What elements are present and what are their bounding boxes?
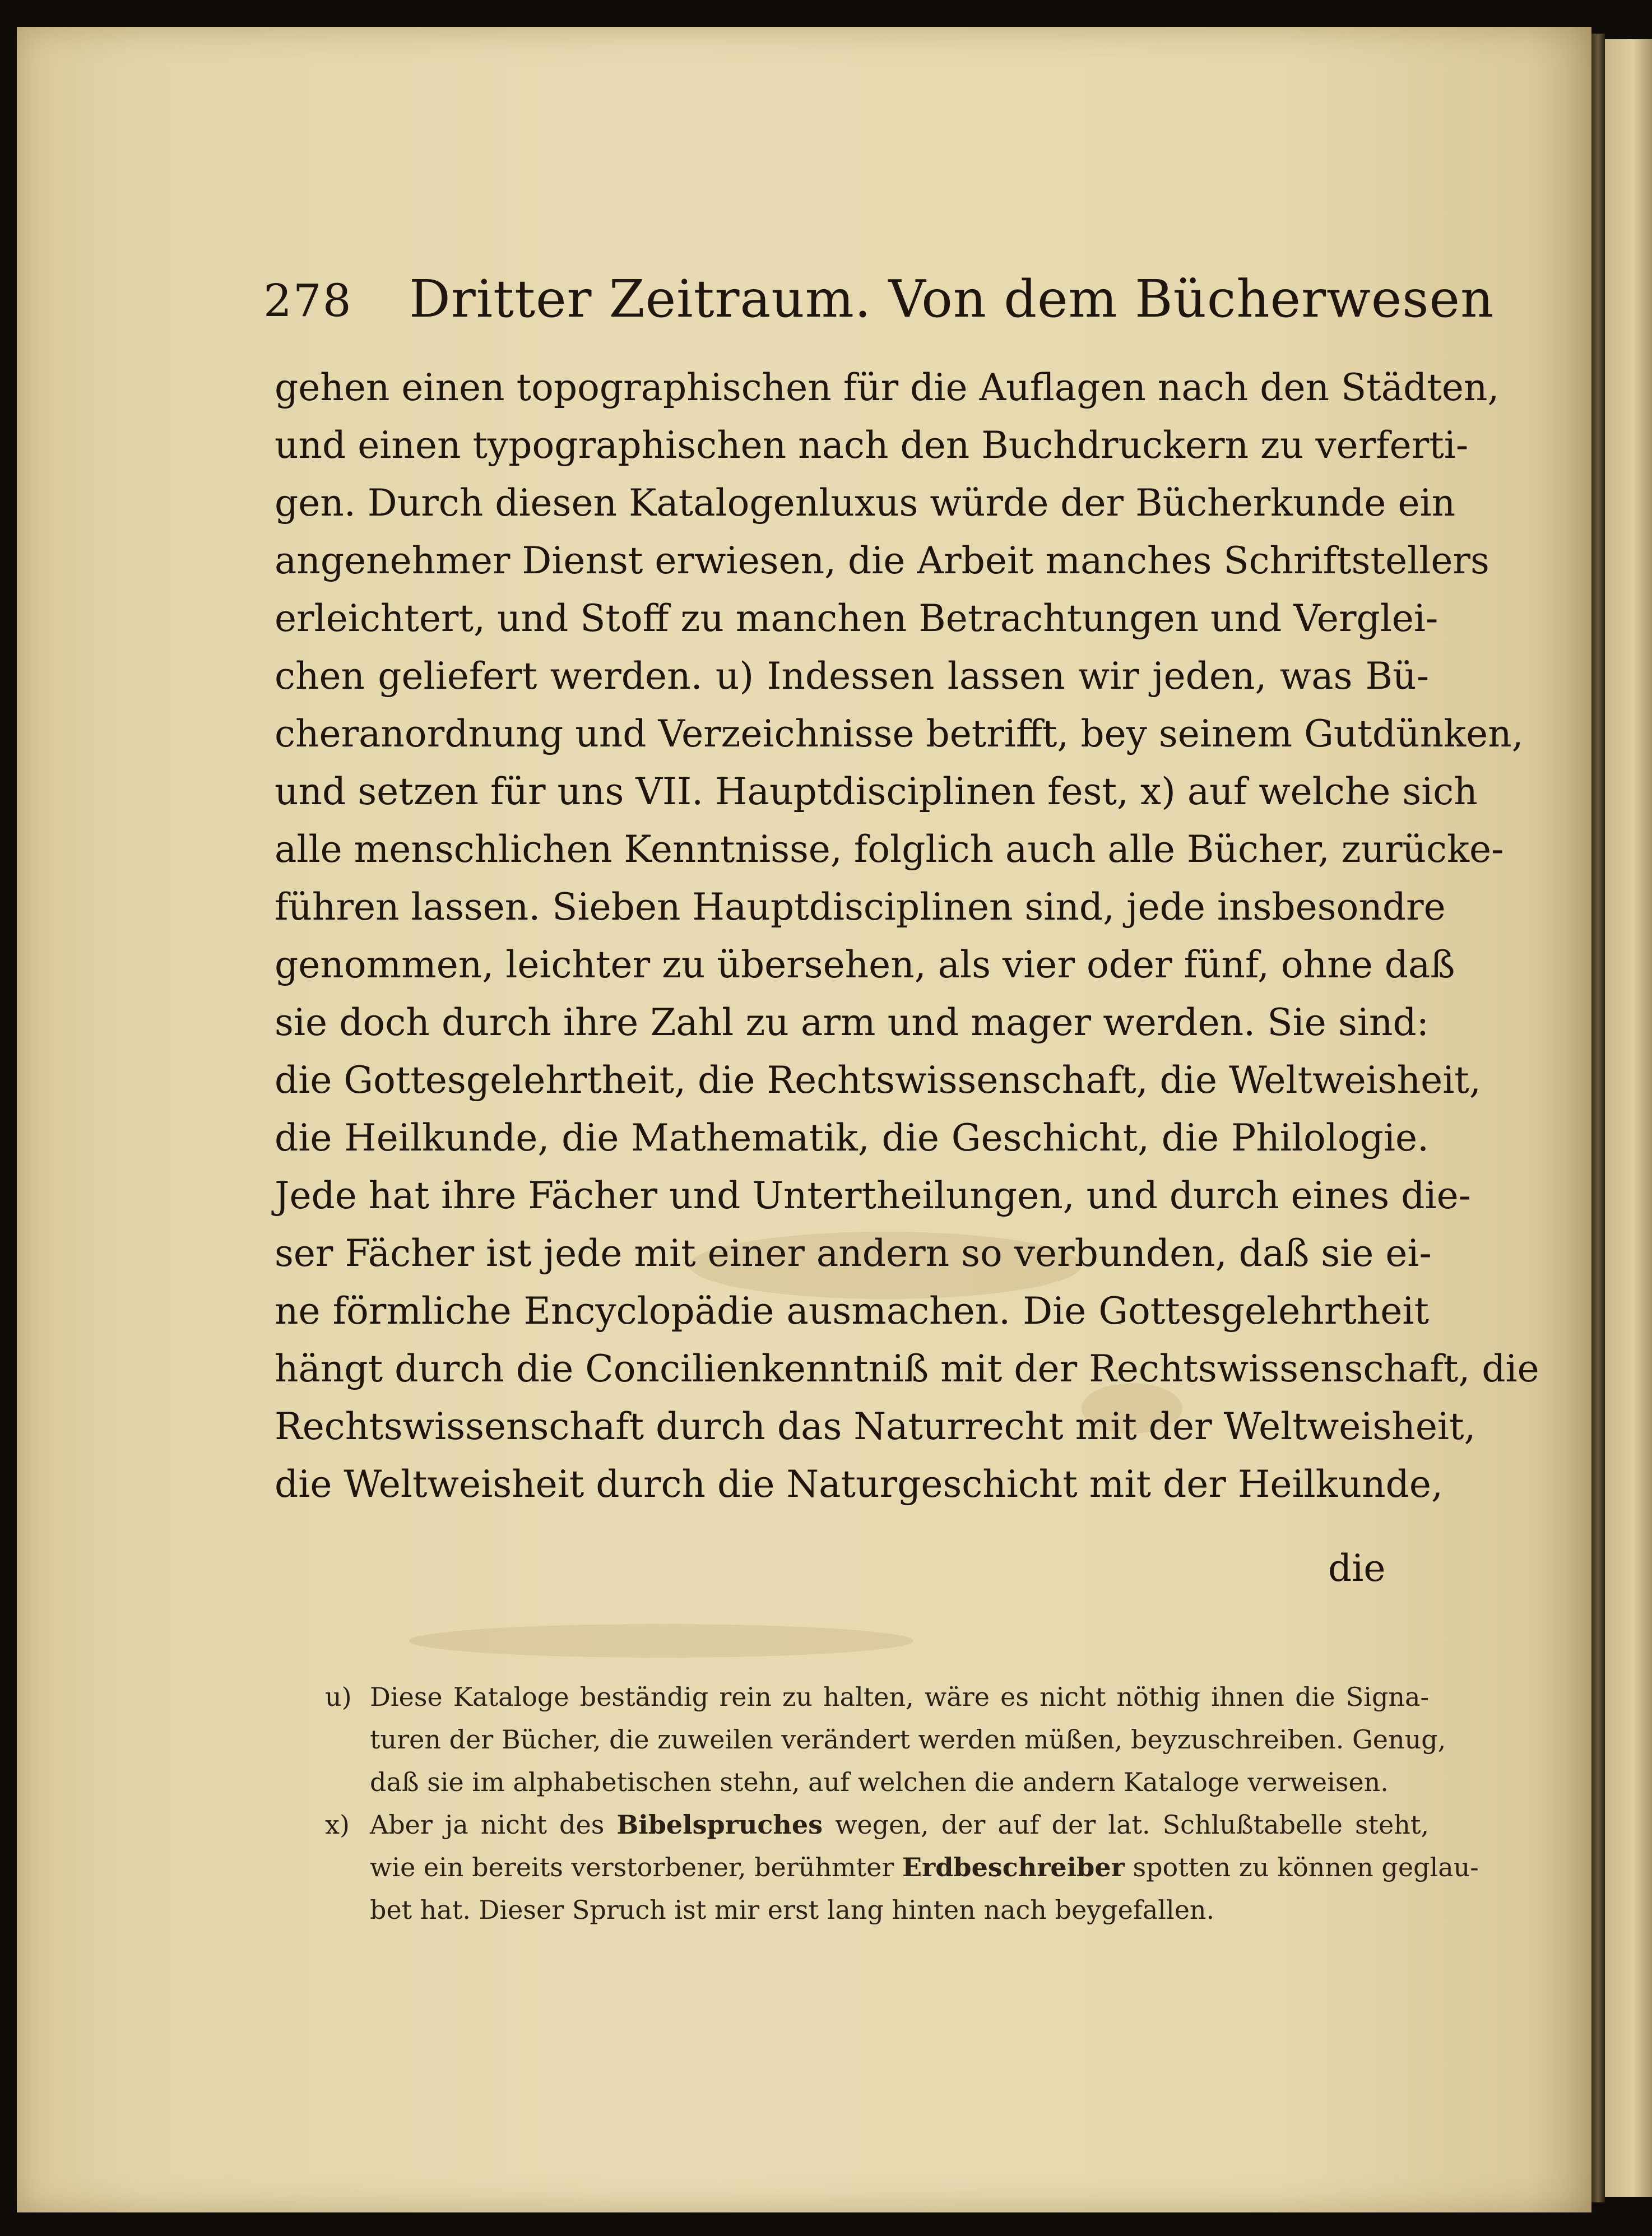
text-line: cheranordnung und Verzeichnisse betrifft, bey seinem Gutdünken, <box>275 712 1524 755</box>
text-line: hängt durch die Concilienkenntniß mit der Rechtswissenschaft, die <box>275 1347 1539 1390</box>
text-line: die Weltweisheit durch die Naturgeschicht mit der Heilkunde, <box>275 1463 1443 1506</box>
footnote-mark-x: x) <box>325 1810 350 1840</box>
text-line: gen. Durch diesen Katalogenluxus würde der Bücherkunde ein <box>275 481 1456 525</box>
main-text-block <box>275 359 1539 1513</box>
text-line: und setzen für uns VII. Hauptdisciplinen fest, x) auf welche sich <box>275 770 1478 813</box>
footnote-text: spotten zu können geglau- <box>1124 1852 1479 1882</box>
text-line: sie doch durch ihre Zahl zu arm und mager werden. Sie sind: <box>275 1001 1429 1044</box>
footnote-u-line: daß sie im alphabetischen stehn, auf welchen die andern Kataloge verweisen. <box>370 1767 1389 1797</box>
text-line: die Gottesgelehrtheit, die Rechtswissenschaft, die Weltweisheit, <box>275 1059 1481 1102</box>
text-line: alle menschlichen Kenntnisse, folglich auch alle Bücher, zurücke- <box>275 828 1504 871</box>
footnote-x-line <box>325 1846 1479 1889</box>
running-header <box>263 263 1495 342</box>
footnotes <box>325 1676 1479 1931</box>
footnote-emphasis: Bibelspruches <box>616 1810 823 1840</box>
catchword: die <box>1328 1547 1386 1590</box>
text-line: angenehmer Dienst erwiesen, die Arbeit manches Schriftstellers <box>275 539 1489 582</box>
footnote-text: Aber ja nicht des <box>370 1810 617 1840</box>
text-line: Rechtswissenschaft durch das Naturrecht mit der Weltweisheit, <box>275 1405 1476 1448</box>
footnote-u-line: turen der Bücher, die zuweilen verändert werden müßen, beyzuschreiben. Genug, <box>370 1724 1446 1755</box>
footnote-text: Diese Kataloge beständig rein zu halten, wäre es nicht nöthig ihnen die Signa- <box>370 1682 1429 1712</box>
book-gutter <box>1591 34 1605 2202</box>
footnote-emphasis: Erdbeschreiber <box>902 1852 1125 1882</box>
text-line: die Heilkunde, die Mathematik, die Geschicht, die Philologie. <box>275 1116 1429 1159</box>
text-line: ser Fächer ist jede mit einer andern so verbunden, daß sie ei- <box>275 1232 1432 1275</box>
text-line: genommen, leichter zu übersehen, als vier oder fünf, ohne daß <box>275 943 1455 986</box>
adjacent-page-edge <box>1605 39 1652 2197</box>
text-line: Jede hat ihre Fächer und Untertheilungen, und durch eines die- <box>275 1174 1471 1217</box>
text-line: chen geliefert werden. u) Indessen lassen wir jeden, was Bü- <box>275 655 1429 698</box>
footnote-text: wie ein bereits verstorbener, berühmter <box>370 1852 902 1882</box>
footnote-x-line: bet hat. Dieser Spruch ist mir erst lang hinten nach beygefallen. <box>370 1895 1215 1925</box>
footnote-mark-u: u) <box>325 1682 352 1712</box>
running-title: Dritter Zeitraum. Von dem Bücherwesen <box>409 269 1495 329</box>
footnote-x-line <box>325 1803 1429 1846</box>
page-number: 278 <box>263 275 352 327</box>
text-line: führen lassen. Sieben Hauptdisciplinen sind, jede insbesondre <box>275 885 1446 929</box>
footnote-text: wegen, der auf der lat. Schlußtabelle steht, <box>823 1810 1429 1840</box>
paper-stain <box>409 1624 913 1658</box>
text-line: gehen einen topographischen für die Auflagen nach den Städten, <box>275 366 1500 409</box>
text-line: und einen typographischen nach den Buchdruckern zu verferti- <box>275 424 1469 467</box>
footnote-u-line <box>325 1676 1429 1718</box>
text-line: erleichtert, und Stoff zu manchen Betrachtungen und Verglei- <box>275 597 1438 640</box>
text-line: ne förmliche Encyclopädie ausmachen. Die Gottesgelehrtheit <box>275 1289 1429 1333</box>
